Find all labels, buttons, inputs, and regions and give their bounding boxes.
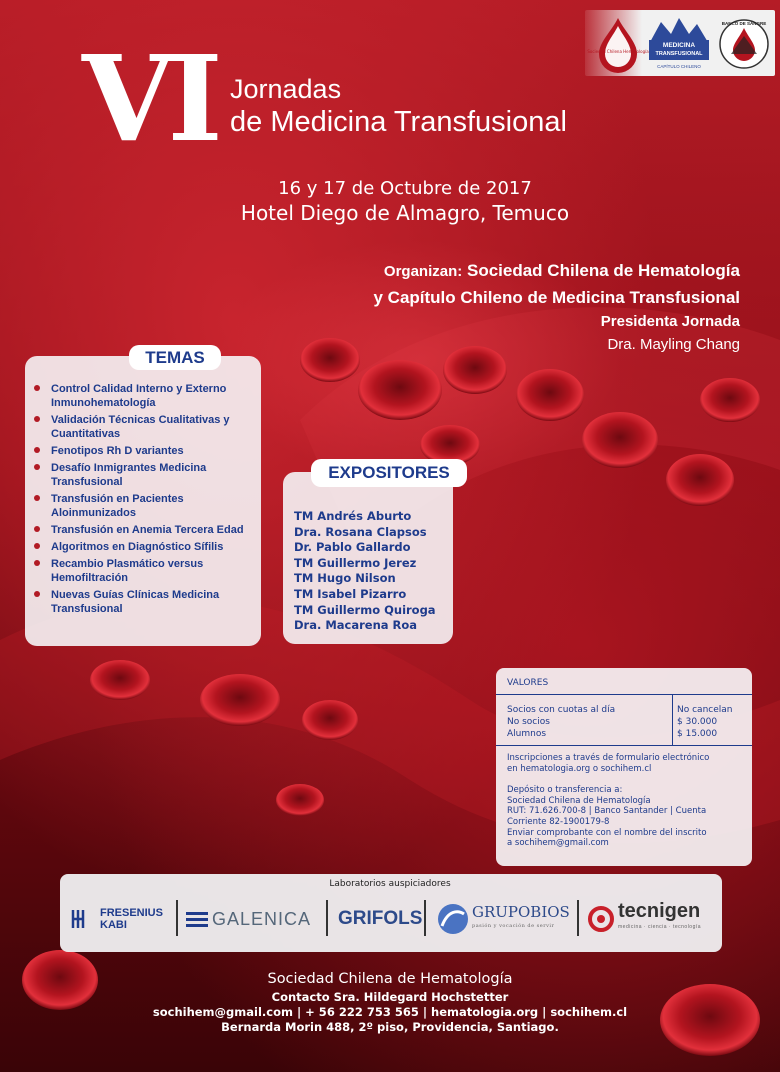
valores-row-price: $ 30.000 bbox=[677, 717, 718, 727]
valores-title: VALORES bbox=[507, 678, 549, 688]
tema-item: Algoritmos en Diagnóstico Sífilis bbox=[25, 540, 261, 554]
event-date: 16 y 17 de Octubre de 2017 bbox=[278, 178, 532, 199]
bullet-dot-icon bbox=[34, 560, 40, 566]
expositor-item: TM Guillermo Quiroga bbox=[294, 602, 436, 617]
sochihem-logo-text: Sociedad Chilena Hematología bbox=[587, 49, 649, 54]
grifols-logo: GRIFOLS bbox=[338, 908, 423, 929]
grupobios-globe-icon bbox=[436, 902, 470, 936]
expositor-item: Dr. Pablo Gallardo bbox=[294, 540, 411, 555]
tema-item: Fenotipos Rh D variantes bbox=[25, 444, 261, 458]
president-name: Dra. Mayling Chang bbox=[607, 336, 740, 353]
organizers-name1: Sociedad Chilena de Hematología bbox=[466, 261, 740, 280]
footer-address: Bernarda Morin 488, 2º piso, Providencia, Santiago. bbox=[221, 1020, 559, 1034]
organizers-block bbox=[240, 258, 740, 311]
organizers-line1 bbox=[240, 258, 740, 285]
valores-row-price: No cancelan bbox=[677, 705, 733, 715]
grupobios-logo: GRUPOBIOS pasión y vocación de servir bbox=[436, 898, 570, 940]
tema-item: Desafío Inmigrantes Medicina Transfusional bbox=[25, 461, 261, 489]
expositor-item: TM Isabel Pizarro bbox=[294, 586, 407, 601]
event-title-line2: de Medicina Transfusional bbox=[230, 106, 567, 138]
valores-divider bbox=[496, 745, 752, 746]
expositores-heading: EXPOSITORES bbox=[311, 459, 467, 487]
temas-list bbox=[25, 382, 261, 619]
bullet-dot-icon bbox=[34, 526, 40, 532]
president-role: Presidenta Jornada bbox=[600, 313, 740, 330]
valores-row-label: No socios bbox=[507, 717, 550, 727]
tema-item: Validación Técnicas Cualitativas y Cuantitativas bbox=[25, 413, 261, 441]
expositor-item: TM Hugo Nilson bbox=[294, 571, 396, 586]
galenica-logo: GALENICA bbox=[186, 898, 311, 940]
tema-item: Recambio Plasmático versus Hemofiltración bbox=[25, 557, 261, 585]
medicina-transfusional-logo bbox=[647, 14, 711, 74]
banco-de-sangre-logo bbox=[717, 14, 771, 74]
valores-row-label: Alumnos bbox=[507, 729, 547, 739]
sponsor-divider bbox=[326, 900, 328, 936]
valores-row-price: $ 15.000 bbox=[677, 729, 718, 739]
footer-organization: Sociedad Chilena de Hematología bbox=[267, 971, 513, 987]
bullet-dot-icon bbox=[34, 591, 40, 597]
organizers-label: Organizan: bbox=[383, 263, 463, 280]
galenica-mark-icon bbox=[186, 911, 208, 927]
event-venue: Hotel Diego de Almagro, Temuco bbox=[240, 201, 570, 225]
edition-numeral: VI bbox=[82, 29, 217, 168]
organizers-line2: y Capítulo Chileno de Medicina Transfusional bbox=[373, 288, 740, 307]
banco-logo-text: BANCO DE SANGRE bbox=[721, 21, 767, 26]
expositores-list bbox=[294, 509, 436, 634]
valores-column-divider bbox=[672, 694, 673, 745]
medtrans-logo-line2: TRANSFUSIONAL bbox=[655, 51, 703, 57]
temas-heading: TEMAS bbox=[129, 345, 221, 370]
event-title-line1: Jornadas bbox=[230, 74, 342, 104]
expositor-item: TM Guillermo Jerez bbox=[294, 555, 417, 570]
sponsor-divider bbox=[577, 900, 579, 936]
footer-contact-links: sochihem@gmail.com | + 56 222 753 565 | hematologia.org | sochihem.cl bbox=[152, 1005, 628, 1019]
sponsor-divider bbox=[176, 900, 178, 936]
medtrans-logo-line3: CAPÍTULO CHILENO bbox=[657, 64, 701, 69]
bullet-dot-icon bbox=[34, 543, 40, 549]
deposito-info: Depósito o transferencia a: Sociedad Chilena de Hematología RUT: 71.626.700-8 | Banco Santander | Cuenta Corriente 82-1900179-8 Enviar comprobante con el nombre del inscrito a sochihem@gmail.com bbox=[507, 785, 707, 849]
expositor-item: Dra. Macarena Roa bbox=[294, 618, 418, 633]
tema-item: Transfusión en Pacientes Aloinmunizados bbox=[25, 492, 261, 520]
bullet-dot-icon bbox=[34, 464, 40, 470]
tema-item: Transfusión en Anemia Tercera Edad bbox=[25, 523, 261, 537]
sochihem-logo bbox=[587, 14, 649, 74]
bullet-dot-icon bbox=[34, 416, 40, 422]
inscripciones-info: Inscripciones a través de formulario electrónico en hematologia.org o sochihem.cl bbox=[507, 753, 710, 774]
expositor-item: Dra. Rosana Clapsos bbox=[294, 524, 427, 539]
medtrans-logo-line1: MEDICINA bbox=[662, 42, 696, 49]
fresenius-kabi-logo: FRESENIUS KABI bbox=[70, 898, 163, 940]
tema-item: Control Calidad Interno y Externo Inmunohematología bbox=[25, 382, 261, 410]
tecnigen-mark-icon bbox=[588, 906, 614, 932]
expositor-item: TM Andrés Aburto bbox=[294, 509, 412, 523]
valores-row-label: Socios con cuotas al día bbox=[507, 705, 616, 715]
valores-divider bbox=[496, 694, 752, 695]
tema-item: Nuevas Guías Clínicas Medicina Transfusional bbox=[25, 588, 261, 616]
fresenius-mark-icon bbox=[70, 908, 94, 930]
tecnigen-logo: tecnigen medicina · ciencia · tecnología bbox=[588, 898, 701, 940]
sponsor-divider bbox=[424, 900, 426, 936]
bullet-dot-icon bbox=[34, 447, 40, 453]
sponsors-label: Laboratorios auspiciadores bbox=[329, 879, 451, 889]
footer-contact: Contacto Sra. Hildegard Hochstetter bbox=[271, 990, 509, 1004]
bullet-dot-icon bbox=[34, 495, 40, 501]
valores-payment-info bbox=[507, 753, 747, 860]
bullet-dot-icon bbox=[34, 385, 40, 391]
organizer-logos bbox=[585, 10, 775, 76]
